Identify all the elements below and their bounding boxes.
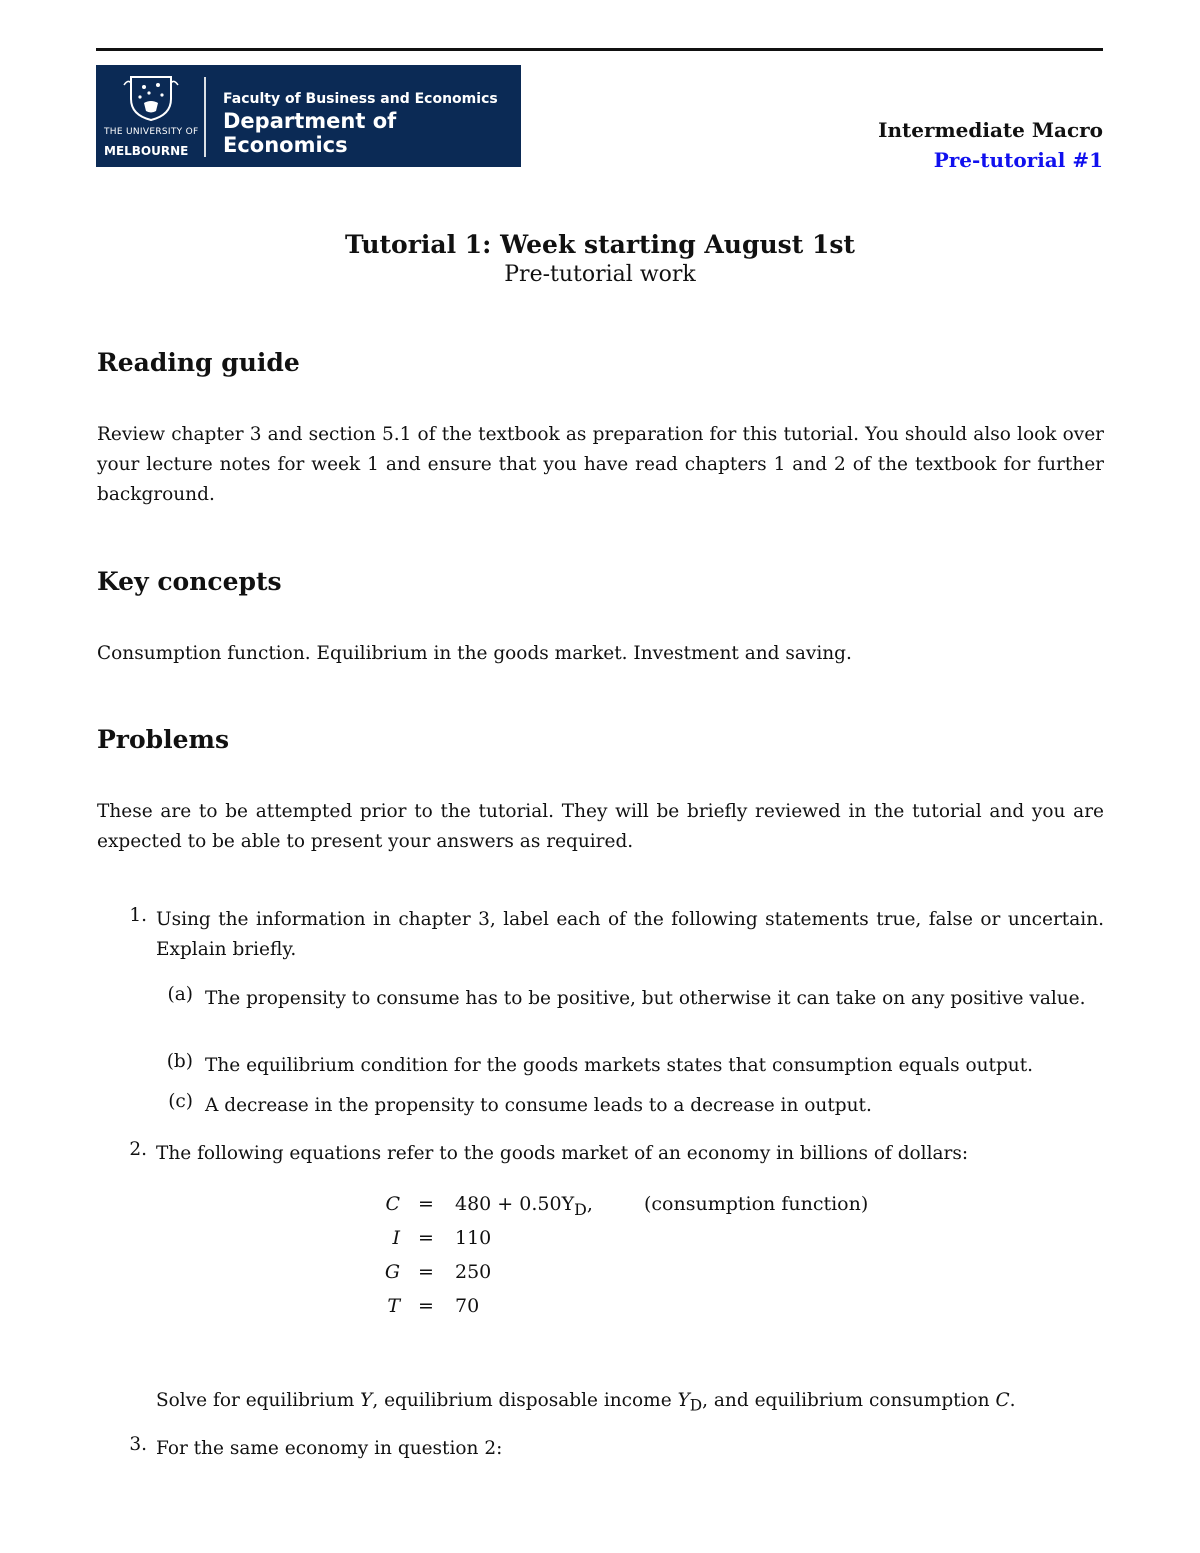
page-subtitle: Pre-tutorial work: [504, 262, 696, 287]
equation-lhs: I: [392, 1227, 400, 1249]
item-number: 3.: [129, 1434, 147, 1455]
page-title: Tutorial 1: Week starting August 1st: [345, 230, 855, 259]
logo-department: Department of Economics: [223, 109, 397, 157]
solve-instruction: [156, 1386, 1104, 1421]
equation-lhs: T: [387, 1295, 400, 1317]
equation-rhs: 110: [455, 1227, 492, 1249]
sub-item-text: A decrease in the propensity to consume leads to a decrease in output.: [205, 1095, 872, 1116]
equation-rhs: [455, 1193, 593, 1219]
equation-note: (consumption function): [644, 1193, 869, 1215]
key-concepts-text: Consumption function. Equilibrium in the goods market. Investment and saving.: [97, 643, 852, 664]
equation-equals: =: [418, 1193, 434, 1215]
course-subtitle: Pre-tutorial #1: [933, 148, 1103, 172]
item-text: For the same economy in question 2:: [156, 1438, 503, 1459]
logo-university-line2: MELBOURNE: [104, 144, 189, 158]
equation-equals: =: [418, 1227, 434, 1249]
solve-var-c: C: [995, 1390, 1010, 1411]
problems-intro: These are to be attempted prior to the tutorial. They will be briefly reviewed in the tutorial and you are expected to be able to present your answers as required.: [97, 801, 1104, 852]
sub-item-number: (c): [168, 1091, 193, 1112]
logo-faculty: Faculty of Business and Economics: [223, 91, 498, 107]
sub-item-number: (a): [167, 984, 193, 1005]
solve-text-2: , equilibrium disposable income: [372, 1390, 678, 1411]
solve-text-3: , and equilibrium consumption: [702, 1390, 996, 1411]
equation-row: [0, 1227, 1200, 1257]
university-logo: [96, 65, 521, 167]
logo-university-line1: THE UNIVERSITY OF: [104, 127, 199, 137]
solve-var-yd-subscript: D: [689, 1396, 703, 1415]
equation-rhs: 250: [455, 1261, 492, 1283]
equation-rhs-tail: ,: [586, 1193, 593, 1215]
equation-lhs: G: [384, 1261, 400, 1283]
problems-heading: Problems: [97, 725, 230, 754]
equation-lhs: C: [385, 1193, 400, 1215]
sub-item-number: (b): [166, 1051, 193, 1072]
course-name: Intermediate Macro: [878, 118, 1103, 142]
logo-divider: [204, 77, 206, 157]
equation-row: [0, 1295, 1200, 1325]
equation-rhs-subscript: D: [574, 1199, 587, 1219]
key-concepts-heading: Key concepts: [97, 567, 282, 596]
top-rule: [96, 48, 1103, 51]
item-number: 1.: [129, 905, 147, 926]
equation-equals: =: [418, 1261, 434, 1283]
reading-guide-text: Review chapter 3 and section 5.1 of the textbook as preparation for this tutorial. You should also look over your lecture notes for week 1 and ensure that you have read chapters 1 and 2 of the textbook for further background.: [97, 424, 1104, 505]
sub-item-text: The equilibrium condition for the goods markets states that consumption equals output.: [205, 1055, 1034, 1076]
equation-rhs: 70: [455, 1295, 480, 1317]
solve-text-1: Solve for equilibrium: [156, 1390, 361, 1411]
crest-icon: [116, 73, 186, 121]
equation-equals: =: [418, 1295, 434, 1317]
sub-item-text: The propensity to consume has to be positive, but otherwise it can take on any positive value.: [205, 988, 1086, 1009]
equation-rhs-main: 480 + 0.50Y: [455, 1193, 575, 1215]
reading-guide-heading: Reading guide: [97, 348, 300, 377]
solve-var-yd: Y: [677, 1390, 690, 1411]
item-text: Using the information in chapter 3, label each of the following statements true, false or uncertain. Explain briefly.: [156, 909, 1104, 960]
course-info: [878, 115, 1103, 175]
solve-var-y: Y: [360, 1390, 373, 1411]
solve-text-4: .: [1009, 1390, 1016, 1411]
equation-row: [0, 1261, 1200, 1291]
item-number: 2.: [129, 1139, 147, 1160]
equation-row: [0, 1193, 1200, 1223]
item-text: The following equations refer to the goods market of an economy in billions of dollars:: [156, 1143, 969, 1164]
